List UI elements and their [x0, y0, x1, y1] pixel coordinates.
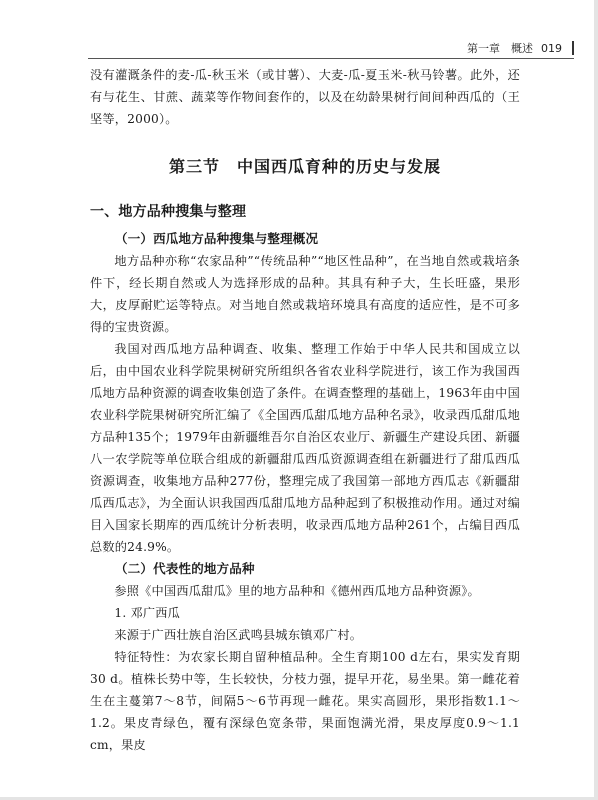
heading-collection-overview: （一）西瓜地方品种搜集与整理概况 — [115, 231, 319, 246]
paragraph-references: 参照《中国西瓜甜瓜》里的地方品种和《德州西瓜地方品种资源》。 — [114, 584, 480, 598]
heading-landrace-collection: 一、地方品种搜集与整理 — [90, 204, 247, 220]
running-header — [88, 38, 574, 59]
heading-representative-varieties: （二）代表性的地方品种 — [115, 561, 255, 576]
header-bar-mark — [572, 41, 574, 55]
intro-paragraph: 没有灌溉条件的麦-瓜-秋玉米（或甘薯）、大麦-瓜-夏玉米-秋马铃薯。此外，还有与花生、甘蔗、蔬菜等作物间套作的，以及在幼龄果树行间间种西瓜的（王坚等，2000）。 — [90, 68, 520, 126]
paragraph-landrace-definition: 地方品种亦称“农家品种”“传统品种”“地区性品种”，在当地自然或栽培条件下，经长期自然或人为选择形成的品种。其具有种子大，生长旺盛，果形大，皮厚耐贮运等特点。对当地自然或栽培环境具有高度的适应性，是不可多得的宝贵资源。 — [90, 254, 520, 334]
item-title-dengguang: 1. 邓广西瓜 — [114, 606, 181, 620]
page-body — [90, 64, 520, 756]
item-traits-dengguang: 特征特性：为农家长期自留种植品种。全生育期100 d左右，果实发育期30 d。植株长势中等，生长较快，分枝力强，提早开花，易坐果。第一雌花着生在主蔓第7～8节，间隔5～6节再现一雌花。果实高圆形，果形指数1.1～1.2。果皮青绿色，覆有深绿色宽条带，果面饱满光滑，果皮厚度0.9～1.1 cm，果皮 — [90, 650, 520, 752]
item-source-dengguang: 来源于广西壮族自治区武鸣县城东镇邓广村。 — [114, 628, 363, 642]
section-title: 第三节 中国西瓜育种的历史与发展 — [168, 157, 441, 176]
page-number: 019 — [541, 41, 562, 55]
chapter-label: 第一章 概述 — [467, 42, 533, 55]
paragraph-collection-history: 我国对西瓜地方品种调查、收集、整理工作始于中华人民共和国成立以后，由中国农业科学院果树研究所组织各省农业科学院进行，该工作为我国西瓜地方品种资源的调查收集创造了条件。在调查整理的基础上，1963年由中国农业科学院果树研究所汇编了《全国西瓜甜瓜地方品种名录》，收录西瓜甜瓜地方品种135个；1979年由新疆维吾尔自治区农业厅、新疆生产建设兵团、新疆八一农学院等单位联合组成的新疆甜瓜西瓜资源调查组在新疆进行了甜瓜西瓜资源调查，收集地方品种277份，整理完成了我国第一部地方西瓜志《新疆甜瓜西瓜志》，为全面认识我国西瓜甜瓜地方品种起到了积极推动作用。通过对编目入国家长期库的西瓜统计分析表明，收录西瓜地方品种261个，占编目西瓜总数的24.9%。 — [90, 342, 520, 554]
